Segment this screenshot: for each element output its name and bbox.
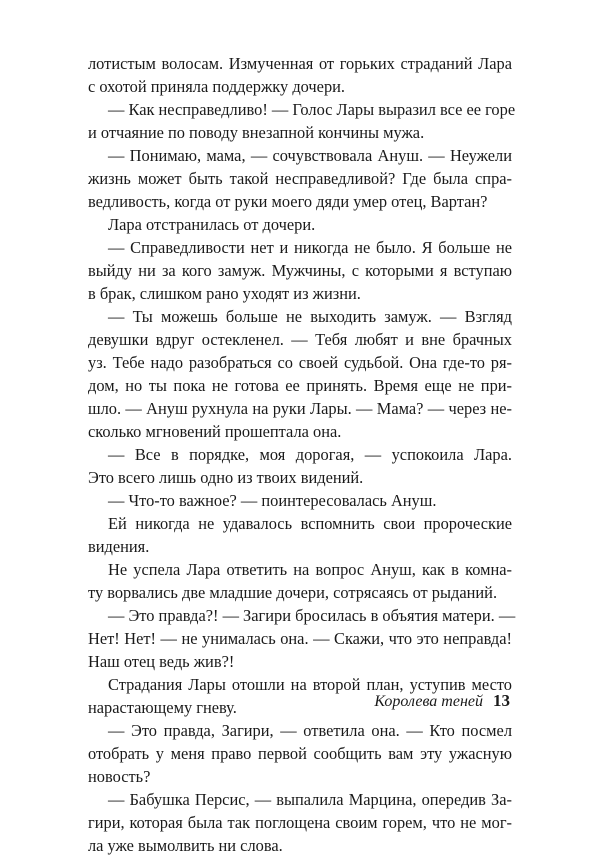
- text-line: Это всего лишь одно из твоих видений.: [88, 468, 364, 487]
- running-title: Королева теней: [374, 693, 483, 710]
- text-line: выйду ни за кого замуж. Мужчины, с которыми я вступаю: [88, 261, 512, 280]
- text-line: Ей никогда не удавалось вспомнить свои пророческие: [108, 514, 512, 533]
- text-line: — Ты можешь больше не выходить замуж. — Взгляд: [108, 307, 512, 326]
- text-line: ведливость, когда от руки моего дяди умер отец, Вартан?: [88, 192, 488, 211]
- text-line: гири, которая была так поглощена своим горем, что не мог-: [88, 813, 512, 832]
- text-line: — Как несправедливо! — Голос Лары выразил все ее горе: [108, 100, 516, 119]
- text-line: — Все в порядке, моя дорогая, — успокоила Лара.: [108, 445, 512, 464]
- text-line: ла уже вымолвить ни слова.: [88, 836, 283, 855]
- text-line: жизнь может быть такой несправедливой? Где была спра-: [88, 169, 512, 188]
- text-line: — Справедливости нет и никогда не было. Я больше не: [108, 238, 512, 257]
- text-line: девушки вдруг остекленел. — Тебя любят и вне брачных: [88, 330, 512, 349]
- text-line: видения.: [88, 537, 150, 556]
- text-line: Нет! Нет! — не унималась она. — Скажи, что это неправда!: [88, 629, 512, 648]
- text-line: — Это правда, Загири, — ответила она. — Кто посмел: [108, 721, 512, 740]
- text-line: ту ворвались две младшие дочери, сотрясаясь от рыданий.: [88, 583, 498, 602]
- text-line: лотистым волосам. Измученная от горьких страданий Лара: [88, 54, 512, 73]
- text-line: и отчаяние по поводу внезапной кончины мужа.: [88, 123, 425, 142]
- text-line: дом, но ты пока не готова ее принять. Время еще не при-: [88, 376, 512, 395]
- page-footer: [374, 691, 510, 712]
- text-line: — Что-то важное? — поинтересовалась Ануш.: [108, 491, 437, 510]
- text-line: отобрать у меня право первой сообщить вам эту ужасную: [88, 744, 512, 763]
- body-text: [88, 52, 516, 857]
- text-line: в брак, слишком рано уходят из жизни.: [88, 284, 361, 303]
- text-line: Страдания Лары отошли на второй план, уступив место: [108, 675, 512, 694]
- text-line: Не успела Лара ответить на вопрос Ануш, как в комна-: [108, 560, 512, 579]
- text-line: сколько мгновений прошептала она.: [88, 422, 342, 441]
- text-line: — Это правда?! — Загири бросилась в объятия матери. —: [108, 606, 516, 625]
- page-number: 13: [493, 691, 510, 710]
- text-line: шло. — Ануш рухнула на руки Лары. — Мама? — через не-: [88, 399, 512, 418]
- text-line: с охотой приняла поддержку дочери.: [88, 77, 346, 96]
- text-line: Наш отец ведь жив?!: [88, 652, 235, 671]
- text-line: нарастающему гневу.: [88, 698, 237, 717]
- text-line: новость?: [88, 767, 151, 786]
- text-line: уз. Тебе надо разобраться со своей судьбой. Она где-то ря-: [88, 353, 512, 372]
- text-line: Лара отстранилась от дочери.: [108, 215, 316, 234]
- text-line: — Бабушка Персис, — выпалила Марцина, опередив За-: [108, 790, 512, 809]
- text-line: — Понимаю, мама, — сочувствовала Ануш. — Неужели: [108, 146, 512, 165]
